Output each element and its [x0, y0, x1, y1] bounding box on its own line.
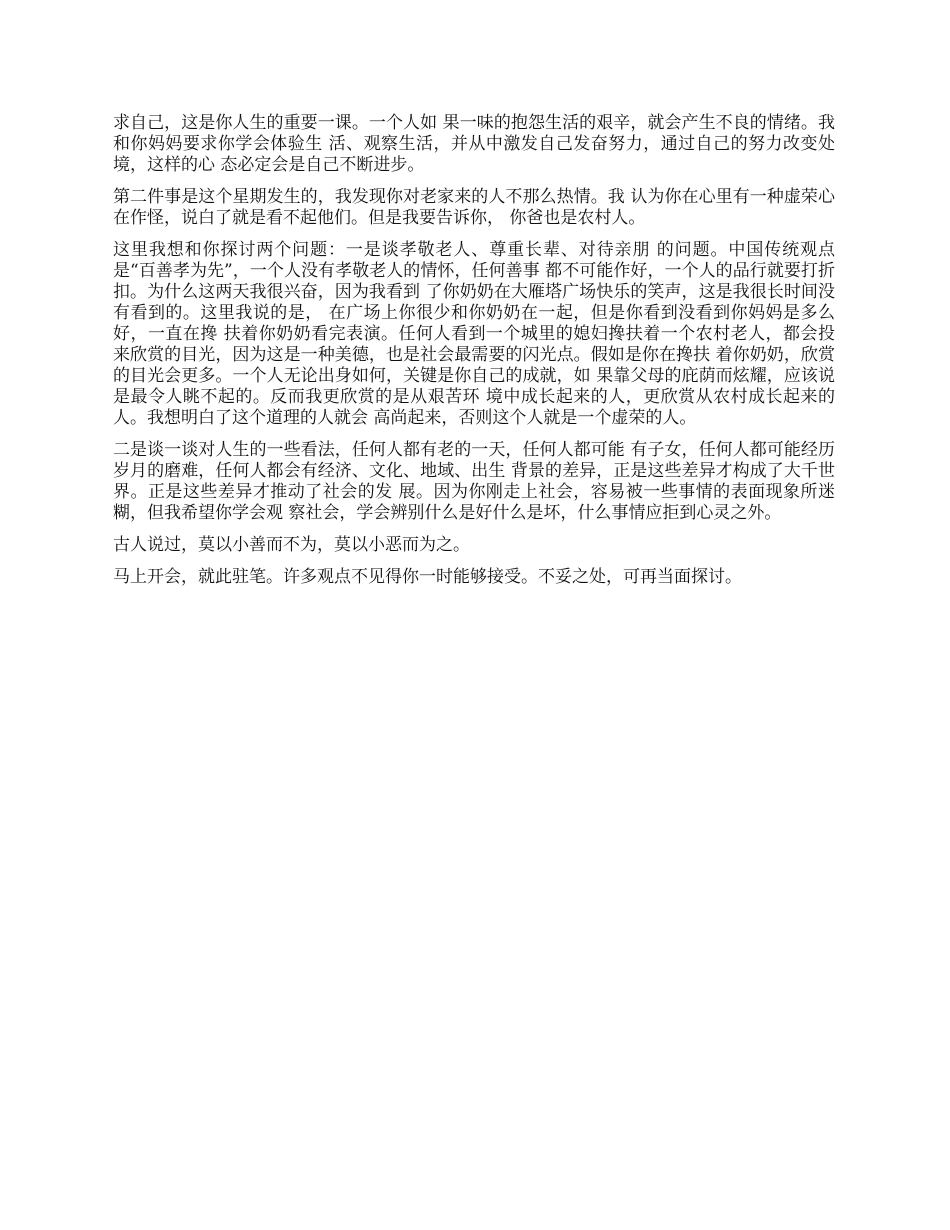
paragraph-1: 求自己，这是你人生的重要一课。一个人如 果一味的抱怨生活的艰辛，就会产生不良的情绪。我和你妈妈要求你学会体验生 活、观察生活，并从中激发自己发奋努力，通过自己的努力改变处境，这样的心 态必定会是自己不断进步。	[113, 113, 835, 175]
paragraph-6: 马上开会，就此驻笔。许多观点不见得你一时能够接受。不妥之处，可再当面探讨。	[113, 567, 742, 587]
paragraph-3: 这里我想和你探讨两个问题：一是谈孝敬老人、尊重长辈、对待亲朋 的问题。中国传统观点是“百善孝为先”，一个人没有孝敬老人的情怀，任何善事 都不可能作好，一个人的品行就要打折扣。为什么这两天我很兴奋，因为我看到 了你奶奶在大雁塔广场快乐的笑声，这是我很长时间没有看到的。这里我说的是， 在广场上你很少和你奶奶在一起，但是你看到没看到你妈妈是多么好，一直在搀 扶着你奶奶看完表演。任何人看到一个城里的媳妇搀扶着一个农村老人，都会投 来欣赏的目光，因为这是一种美德，也是社会最需要的闪光点。假如是你在搀扶 着你奶奶，欣赏的目光会更多。一个人无论出身如何，关键是你自己的成就，如 果靠父母的庇荫而炫耀，应该说是最令人眺不起的。反而我更欣赏的是从艰苦环 境中成长起来的人，更欣赏从农村成长起来的人。我想明白了这个道理的人就会 高尚起来，否则这个人就是一个虚荣的人。	[113, 240, 835, 428]
letter-body	[113, 113, 835, 599]
paragraph-2: 第二件事是这个星期发生的，我发现你对老家来的人不那么热情。我 认为你在心里有一种虚荣心在作怪，说白了就是看不起他们。但是我要告诉你， 你爸也是农村人。	[113, 187, 835, 228]
paragraph-5: 古人说过，莫以小善而不为，莫以小恶而为之。	[113, 535, 470, 555]
paragraph-4: 二是谈一谈对人生的一些看法，任何人都有老的一天，任何人都可能 有子女，任何人都可能经历岁月的磨难，任何人都会有经济、文化、地域、出生 背景的差异，正是这些差异才构成了大千世界。正是这些差异才推动了社会的发 展。因为你刚走上社会，容易被一些事情的表面现象所迷糊，但我希望你学会观 察社会，学会辨别什么是好什么是坏，什么事情应拒到心灵之外。	[113, 440, 835, 523]
